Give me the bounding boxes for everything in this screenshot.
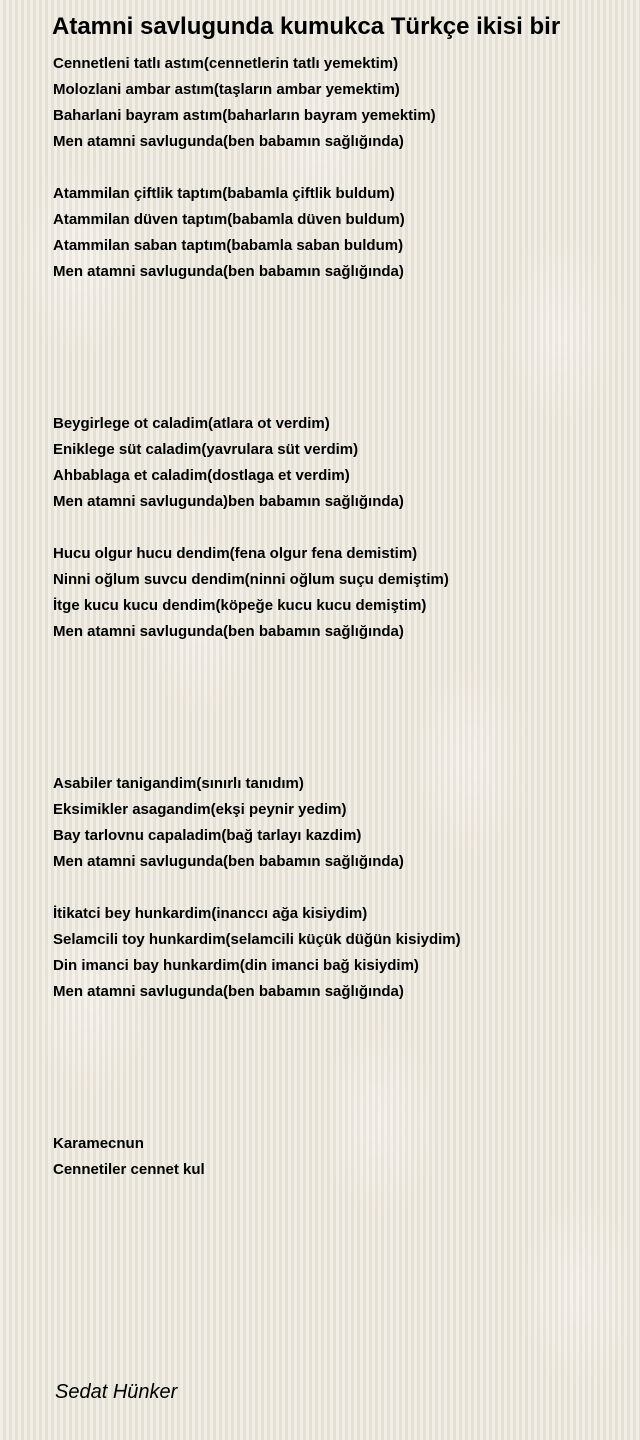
poem-line: Bay tarlovnu capaladim(bağ tarlayı kazdim): [53, 827, 362, 844]
poem-title: Atamni savlugunda kumukca Türkçe ikisi bir: [52, 13, 561, 40]
poem-line: Cennetleni tatlı astım(cennetlerin tatlı yemektim): [53, 55, 399, 72]
stanza-7: [53, 1131, 205, 1183]
poem-line: Eksimikler asagandim(ekşi peynir yedim): [53, 801, 347, 818]
poem-line: Din imanci bay hunkardim(din imanci bağ kisiydim): [53, 957, 419, 974]
poem-line: Eniklege süt caladim(yavrulara süt verdim): [53, 441, 359, 458]
poem-line: Beygirlege ot caladim(atlara ot verdim): [53, 415, 330, 432]
poem-line: Karamecnun: [53, 1135, 144, 1152]
stanza-3: [53, 411, 404, 515]
poem-line: Selamcili toy hunkardim(selamcili küçük düğün kisiydim): [53, 931, 461, 948]
poem-line: Ninni oğlum suvcu dendim(ninni oğlum suçu demiştim): [53, 571, 449, 588]
poem-line: Cennetiler cennet kul: [53, 1161, 205, 1178]
poem-line: Men atamni savlugunda(ben babamın sağlığında): [53, 853, 404, 870]
poem-line: İtge kucu kucu dendim(köpeğe kucu kucu demiştim): [53, 597, 427, 614]
poem-line: Hucu olgur hucu dendim(fena olgur fena demistim): [53, 545, 418, 562]
poem-line: Baharlani bayram astım(baharların bayram yemektim): [53, 107, 436, 124]
stanza-5: [53, 771, 404, 875]
poem-line: Men atamni savlugunda(ben babamın sağlığında): [53, 263, 404, 280]
poem-line: Asabiler tanigandim(sınırlı tanıdım): [53, 775, 304, 792]
stanza-4: [53, 541, 449, 645]
poem-line: Men atamni savlugunda(ben babamın sağlığında): [53, 623, 404, 640]
poem-line: Molozlani ambar astım(taşların ambar yemektim): [53, 81, 400, 98]
poem-line: Men atamni savlugunda(ben babamın sağlığında): [53, 133, 404, 150]
author-name: Sedat Hünker: [55, 1381, 178, 1403]
poem-line: İtikatci bey hunkardim(inanccı ağa kisiydim): [53, 905, 368, 922]
poem-line: Men atamni savlugunda(ben babamın sağlığında): [53, 983, 404, 1000]
poem-line: Atammilan düven taptım(babamla düven buldum): [53, 211, 405, 228]
stanza-1: [53, 51, 436, 155]
poem-line: Atammilan çiftlik taptım(babamla çiftlik buldum): [53, 185, 395, 202]
poem-line: Men atamni savlugunda)ben babamın sağlığında): [53, 493, 404, 510]
stanza-2: [53, 181, 405, 285]
poem-line: Atammilan saban taptım(babamla saban buldum): [53, 237, 404, 254]
poem-line: Ahbablaga et caladim(dostlaga et verdim): [53, 467, 350, 484]
stanza-6: [53, 901, 461, 1005]
